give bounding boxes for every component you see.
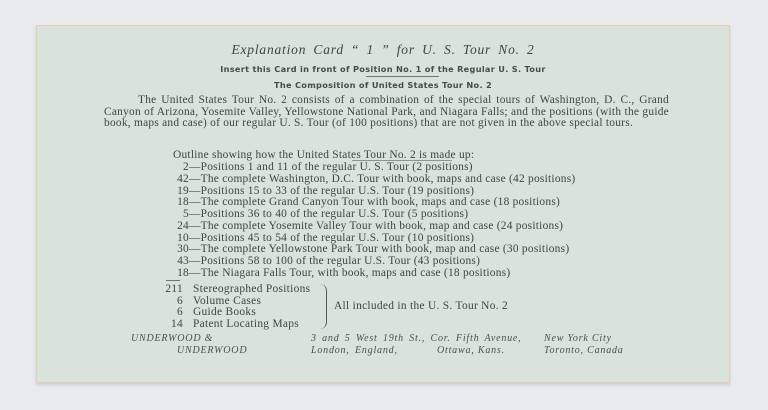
sum-rule: [166, 280, 180, 281]
footer-city-ottawa: Ottawa, Kans.: [437, 344, 505, 356]
brace-icon: [320, 284, 327, 329]
card-title: Explanation Card “ 1 ” for U. S. Tour No. 2: [231, 42, 535, 57]
totals-note: All included in the U. S. Tour No. 2: [334, 300, 508, 312]
outline-item: 30—The complete Yellowstone Park Tour with book, map and case (30 positions): [177, 243, 570, 256]
footer-address: 3 and 5 West 19th St., Cor. Fifth Avenue, London, England,: [311, 333, 522, 356]
section-heading: The Composition of United States Tour No. 2: [273, 80, 493, 90]
totals-item: 14 Patent Locating Maps: [171, 317, 299, 330]
explanation-card: [36, 25, 730, 383]
outline-item: 42—The complete Washington, D.C. Tour with book, maps and case (42 positions): [177, 172, 576, 185]
outline-list: [173, 162, 575, 280]
footer-cities: New York City Toronto, Canada: [544, 333, 624, 356]
outline-item: 5—Positions 36 to 40 of the regular U.S. Tour (5 positions): [183, 208, 469, 220]
totals-list: [165, 284, 310, 330]
outline-item: 18—The Niagara Falls Tour, with book, maps and case (18 positions): [177, 266, 511, 279]
totals-item: 6 Guide Books: [177, 306, 257, 319]
outline-item: 24—The complete Yosemite Valley Tour with book, map and case (24 positions): [177, 219, 564, 232]
outline-item: 19—Positions 15 to 33 of the regular U.S. Tour (19 positions): [177, 184, 475, 197]
outline-item: 10—Positions 45 to 54 of the regular U.S. Tour (10 positions): [177, 231, 475, 244]
totals-item: 6 Volume Cases: [177, 294, 262, 307]
totals-item: 211 Stereographed Positions: [165, 283, 311, 295]
description-paragraph: The United States Tour No. 2 consists of a combination of the special tours of Washington, D. C., Grand Canyon of Arizona, Yosemite Valley, Yellowstone National Park, and Niagara Falls; and the positions (with the guide book, maps and case) of our regular U. S. Tour (of 100 positions) that are not given in the above special tours.: [104, 94, 669, 130]
outline-heading: Outline showing how the United States Tour No. 2 is made up:: [173, 149, 475, 161]
outline-item: 2—Positions 1 and 11 of the regular U. S. Tour (2 positions): [183, 161, 473, 173]
footer-company: UNDERWOOD & UNDERWOOD: [131, 333, 248, 356]
divider-rule: [366, 76, 439, 77]
card-instruction: Insert this Card in front of Position No. 1 of the Regular U. S. Tour: [220, 64, 546, 74]
outline-item: 18—The complete Grand Canyon Tour with book, maps and case (18 positions): [177, 196, 561, 209]
outline-item: 43—Positions 58 to 100 of the regular U.S. Tour (43 positions): [177, 255, 481, 267]
